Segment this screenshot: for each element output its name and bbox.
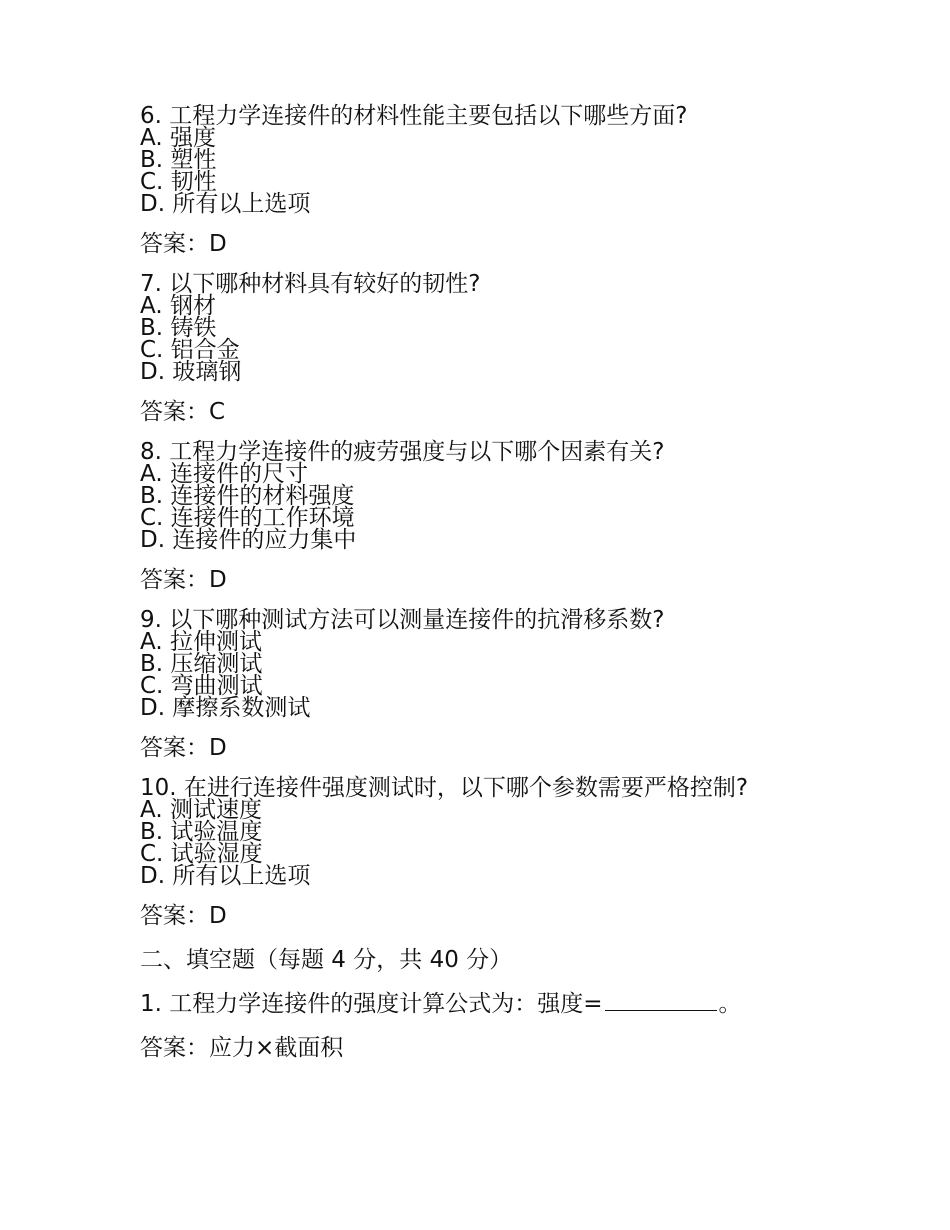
option-a: A. 拉伸测试 [140,629,262,655]
question-stem: 6. 工程力学连接件的材料性能主要包括以下哪些方面? [140,103,688,129]
question-6 [140,105,920,259]
question-10 [140,777,920,931]
question-8 [140,441,920,595]
answer: 答案：D [140,735,227,761]
question-stem: 7. 以下哪种材料具有较好的韧性? [140,271,481,297]
option-c: C. 韧性 [140,169,217,195]
option-a: A. 测试速度 [140,797,262,823]
question-9 [140,609,920,763]
fill-in-answer: 答案：应力×截面积 [140,1035,344,1061]
option-a: A. 连接件的尺寸 [140,461,308,487]
option-c: C. 弯曲测试 [140,673,263,699]
option-c: C. 试验湿度 [140,841,263,867]
option-b: B. 试验温度 [140,819,263,845]
option-c: C. 连接件的工作环境 [140,505,355,531]
option-d: D. 所有以上选项 [140,191,311,217]
answer: 答案：D [140,903,227,929]
option-b: B. 压缩测试 [140,651,263,677]
option-c: C. 铝合金 [140,337,240,363]
option-d: D. 连接件的应力集中 [140,527,357,553]
fill-in-suffix: 。 [718,991,742,1017]
option-b: B. 连接件的材料强度 [140,483,355,509]
option-d: D. 玻璃钢 [140,359,242,385]
section-title-fill-in: 二、填空题（每题 4 分，共 40 分） [140,947,513,973]
option-a: A. 强度 [140,125,216,151]
answer: 答案：D [140,567,227,593]
question-7 [140,273,920,427]
document-page [140,105,920,1063]
answer-blank [605,990,717,1011]
option-b: B. 塑性 [140,147,217,173]
answer: 答案：C [140,399,226,425]
option-a: A. 钢材 [140,293,216,319]
answer: 答案：D [140,231,227,257]
option-d: D. 摩擦系数测试 [140,695,311,721]
fill-in-question-1 [140,989,920,1019]
question-stem: 8. 工程力学连接件的疲劳强度与以下哪个因素有关? [140,439,665,465]
option-b: B. 铸铁 [140,315,217,341]
question-stem: 10. 在进行连接件强度测试时，以下哪个参数需要严格控制? [140,775,749,801]
option-d: D. 所有以上选项 [140,863,311,889]
fill-in-prefix: 1. 工程力学连接件的强度计算公式为：强度= [140,991,603,1017]
question-stem: 9. 以下哪种测试方法可以测量连接件的抗滑移系数? [140,607,665,633]
